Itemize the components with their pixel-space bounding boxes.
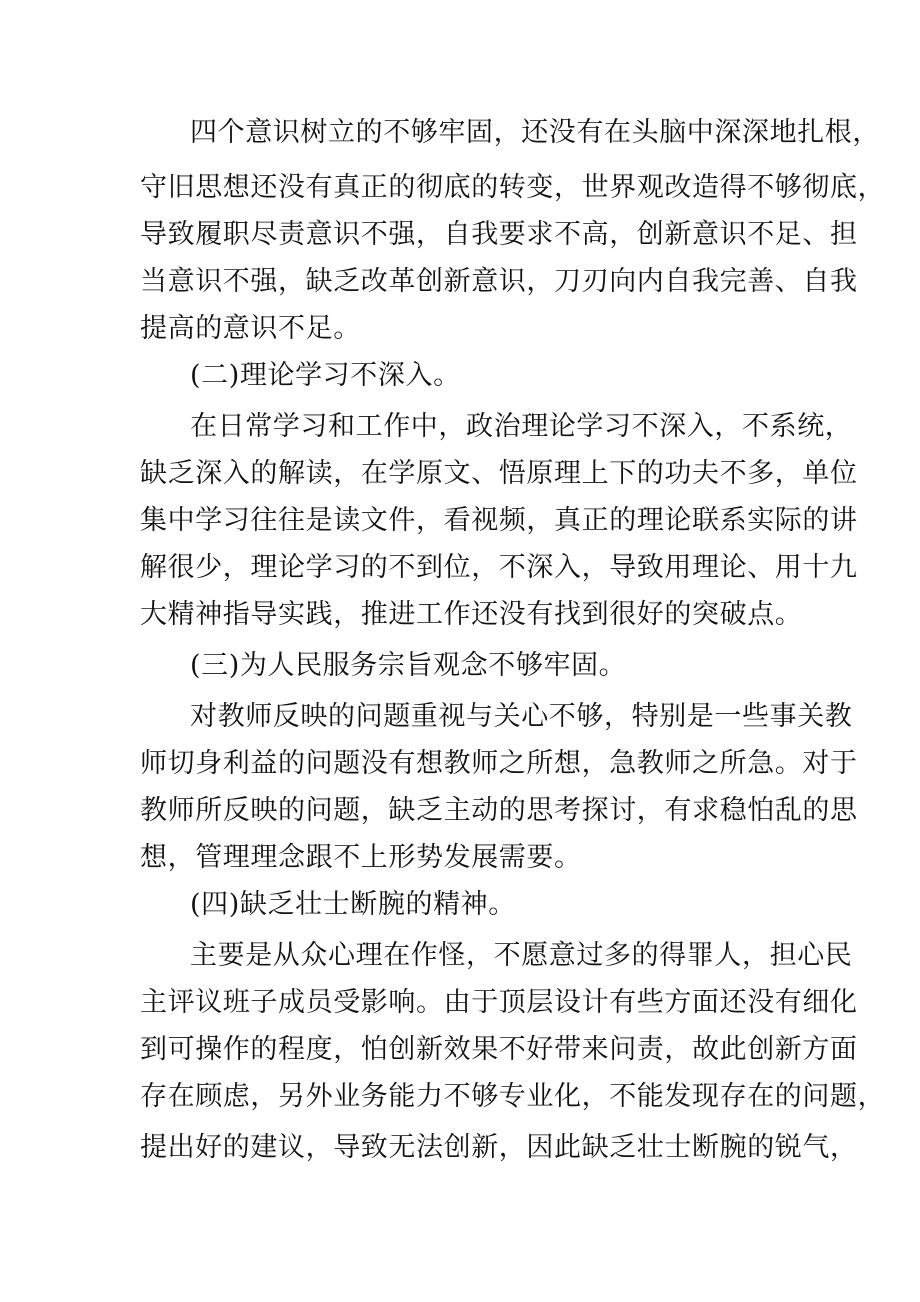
section-heading: (四)缺乏壮士断腕的精神。 <box>190 889 516 920</box>
paragraph-line: 提出好的建议，导致无法创新，因此缺乏壮士断腕的锐气， <box>140 1132 858 1163</box>
paragraph-line: 师切身利益的问题没有想教师之所想，急教师之所急。对于 <box>140 748 858 779</box>
paragraph-line: 提高的意识不足。 <box>140 313 361 344</box>
paragraph-line: 集中学习往往是读文件，看视频，真正的理论联系实际的讲 <box>140 505 858 536</box>
paragraph-line: 想，管理理念跟不上形势发展需要。 <box>140 842 582 873</box>
section-heading: (三)为人民服务宗旨观念不够牢固。 <box>190 650 627 681</box>
paragraph-line: 守旧思想还没有真正的彻底的转变，世界观改造得不够彻底， <box>140 172 886 203</box>
paragraph-line: 在日常学习和工作中，政治理论学习不深入，不系统， <box>190 411 853 442</box>
section-heading: (二)理论学习不深入。 <box>190 360 461 391</box>
paragraph-line: 主要是从众心理在作怪，不愿意过多的得罪人，担心民 <box>190 940 853 971</box>
paragraph-line: 教师所反映的问题，缺乏主动的思考探讨，有求稳怕乱的思 <box>140 795 858 826</box>
paragraph-line: 当意识不强，缺乏改革创新意识，刀刃向内自我完善、自我 <box>140 266 858 297</box>
paragraph-line: 到可操作的程度，怕创新效果不好带来问责，故此创新方面 <box>140 1034 858 1065</box>
paragraph-line: 导致履职尽责意识不强，自我要求不高，创新意识不足、担 <box>140 219 858 250</box>
paragraph-line: 对教师反映的问题重视与关心不够，特别是一些事关教 <box>190 701 853 732</box>
paragraph-line: 解很少，理论学习的不到位，不深入，导致用理论、用十九 <box>140 552 858 583</box>
paragraph-line: 缺乏深入的解读，在学原文、悟原理上下的功夫不多，单位 <box>140 458 858 489</box>
paragraph-line: 主评议班子成员受影响。由于顶层设计有些方面还没有细化 <box>140 987 858 1018</box>
paragraph-line: 大精神指导实践，推进工作还没有找到很好的突破点。 <box>140 599 803 630</box>
paragraph-line: 存在顾虑，另外业务能力不够专业化，不能发现存在的问题， <box>140 1081 886 1112</box>
paragraph-line: 四个意识树立的不够牢固，还没有在头脑中深深地扎根， <box>190 117 880 148</box>
